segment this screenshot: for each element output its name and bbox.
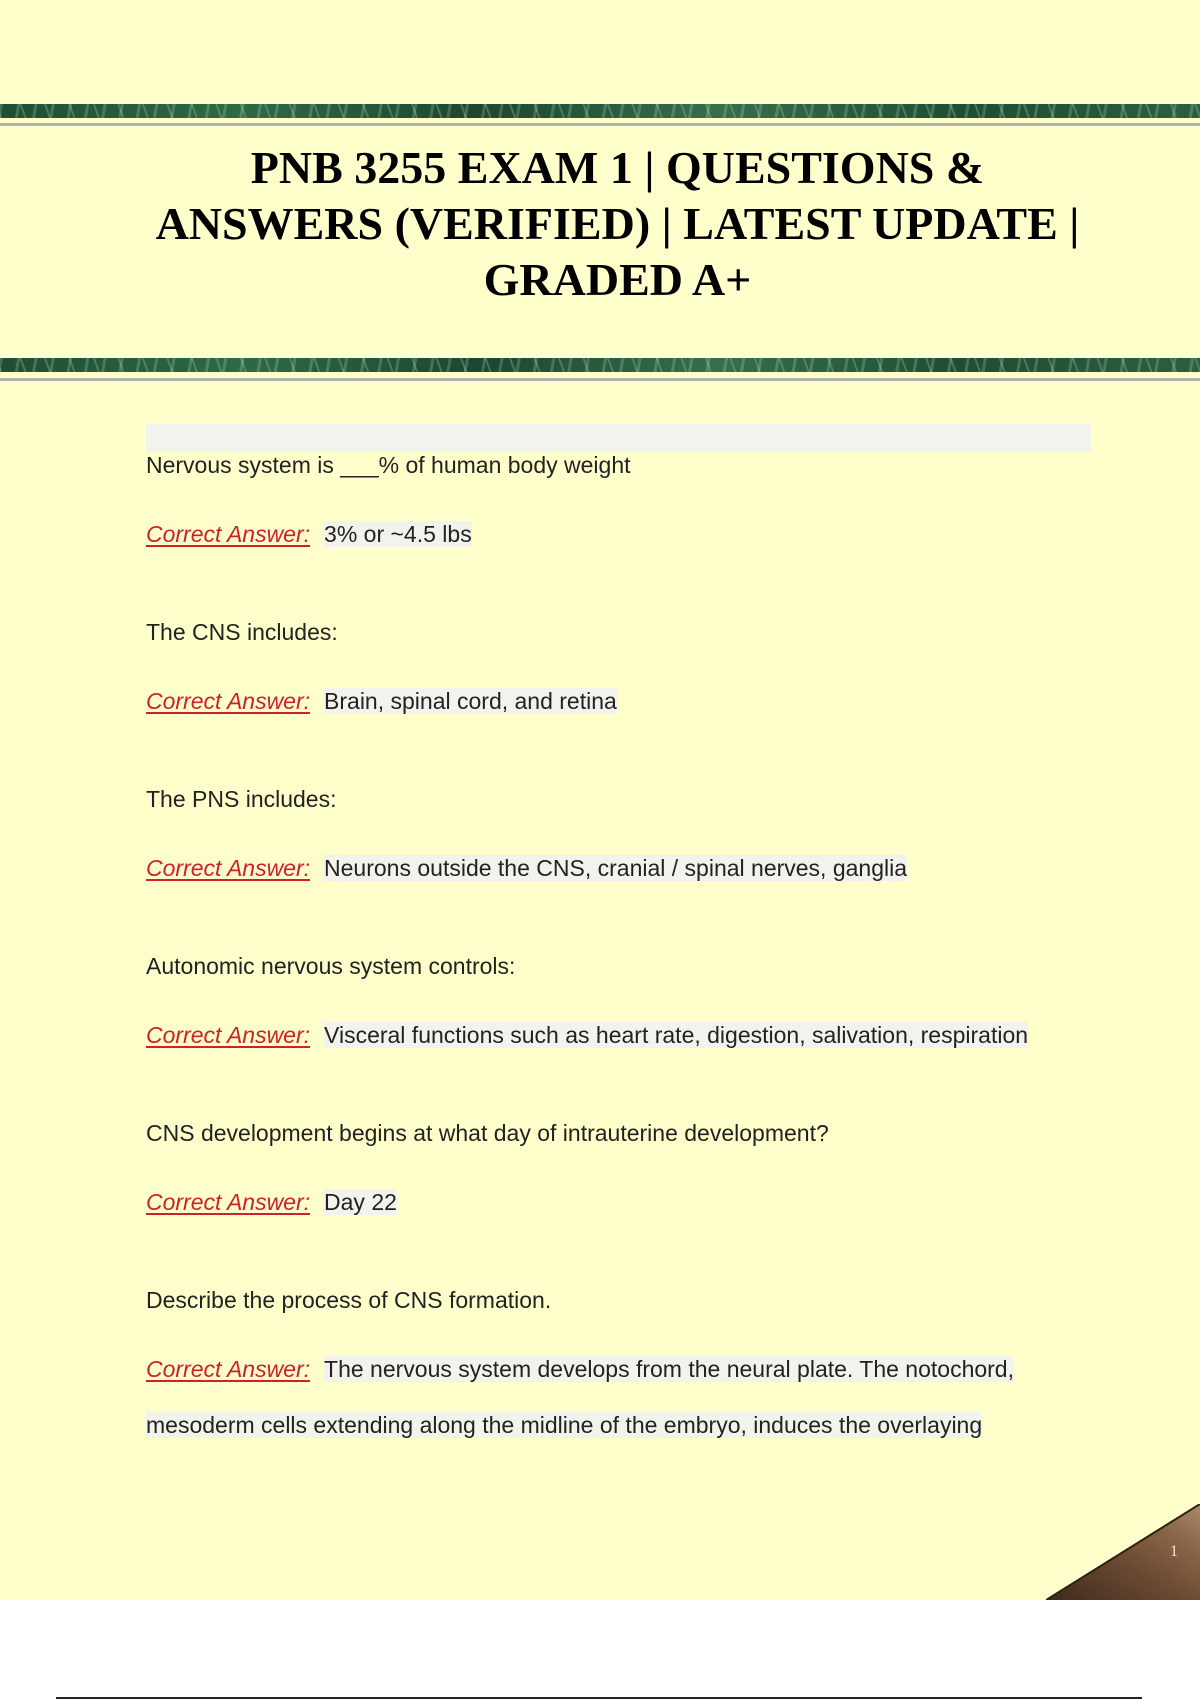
answer-text: Visceral functions such as heart rate, digestion, salivation, respiration <box>324 1022 1029 1048</box>
answer-block <box>146 1007 1091 1063</box>
qa-item <box>146 591 1091 758</box>
correct-answer-label: Correct Answer: <box>146 688 311 714</box>
answer-text: The nervous system develops from the neural plate. The notochord, mesoderm cells extending along the midline of the embryo, induces the overlaying <box>146 1356 1014 1438</box>
correct-answer-label: Correct Answer: <box>146 521 311 547</box>
header-bottom-rule <box>0 378 1200 381</box>
answer-text: 3% or ~4.5 lbs <box>324 521 472 547</box>
answer-block <box>146 673 1091 729</box>
document-title: PNB 3255 EXAM 1 | QUESTIONS & ANSWERS (VERIFIED) | LATEST UPDATE | GRADED A+ <box>155 142 1080 305</box>
qa-item <box>146 758 1091 925</box>
question-text: Nervous system is ___% of human body weight <box>146 452 631 478</box>
answer-text: Brain, spinal cord, and retina <box>324 688 617 714</box>
correct-answer-label: Correct Answer: <box>146 1356 311 1382</box>
qa-item <box>146 1259 1091 1438</box>
question-text: The PNS includes: <box>146 786 337 812</box>
page-number: 1 <box>1170 1543 1178 1560</box>
question-text: CNS development begins at what day of intrauterine development? <box>146 1120 829 1146</box>
header-top-rule <box>0 123 1200 126</box>
answer-block <box>146 1341 1091 1453</box>
footer-rule <box>56 1697 1142 1699</box>
answer-block <box>146 1174 1091 1230</box>
header-top-band <box>0 104 1200 118</box>
answer-block <box>146 840 1091 896</box>
qa-item <box>146 1092 1091 1259</box>
question-text: The CNS includes: <box>146 619 338 645</box>
correct-answer-label: Correct Answer: <box>146 855 311 881</box>
question-text: Autonomic nervous system controls: <box>146 953 516 979</box>
answer-block <box>146 506 1091 562</box>
answer-text: Neurons outside the CNS, cranial / spinal nerves, ganglia <box>324 855 908 881</box>
question-text: Describe the process of CNS formation. <box>146 1287 552 1313</box>
qa-item <box>146 424 1091 591</box>
header-bottom-band <box>0 358 1200 372</box>
question-answer-list <box>146 424 1091 1438</box>
correct-answer-label: Correct Answer: <box>146 1189 311 1215</box>
answer-text: Day 22 <box>324 1189 397 1215</box>
correct-answer-label: Correct Answer: <box>146 1022 311 1048</box>
qa-item <box>146 925 1091 1092</box>
